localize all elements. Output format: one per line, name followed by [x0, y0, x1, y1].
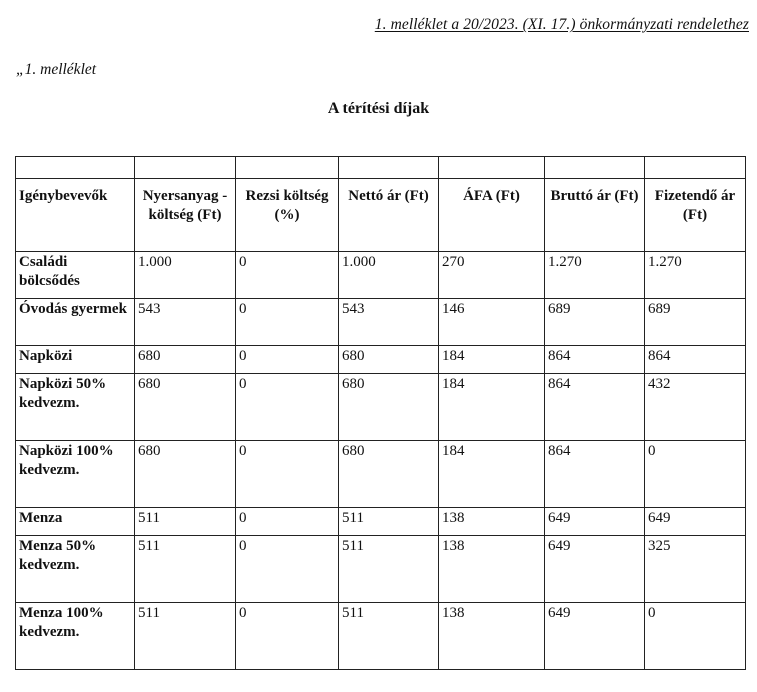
table-row: [16, 252, 746, 299]
table-cell: 689: [645, 299, 746, 346]
table-cell: 649: [545, 603, 645, 670]
table-cell: 138: [439, 603, 545, 670]
table-cell: 680: [339, 346, 439, 374]
row-label: Menza: [16, 508, 135, 536]
table-cell: 0: [236, 346, 339, 374]
table-cell: 0: [236, 441, 339, 508]
table-cell: 0: [236, 299, 339, 346]
row-label: Napközi 100% kedvezm.: [16, 441, 135, 508]
row-label: Családi bölcsődés: [16, 252, 135, 299]
table-header-row: [16, 179, 746, 252]
table-cell: 432: [645, 374, 746, 441]
table-cell: 146: [439, 299, 545, 346]
table-cell: 184: [439, 346, 545, 374]
table-cell: 0: [236, 252, 339, 299]
column-header: Igénybevevők: [16, 179, 135, 252]
table-row: [16, 536, 746, 603]
table-cell: 543: [339, 299, 439, 346]
table-cell: 680: [339, 374, 439, 441]
column-header: Bruttó ár (Ft): [545, 179, 645, 252]
table-cell: 138: [439, 536, 545, 603]
table-row: [16, 346, 746, 374]
table-row: [16, 374, 746, 441]
table-cell: 864: [545, 441, 645, 508]
table-spacer-row: [16, 157, 746, 179]
table-cell: 0: [236, 374, 339, 441]
row-label: Menza 50% kedvezm.: [16, 536, 135, 603]
table-cell: 649: [545, 536, 645, 603]
table-cell: 184: [439, 374, 545, 441]
table-cell: 680: [135, 441, 236, 508]
row-label: Óvodás gyermek: [16, 299, 135, 346]
table-cell: 864: [645, 346, 746, 374]
table-cell: 0: [236, 603, 339, 670]
column-header: ÁFA (Ft): [439, 179, 545, 252]
table-cell: 511: [339, 508, 439, 536]
table-cell: 689: [545, 299, 645, 346]
column-header: Fizetendő ár (Ft): [645, 179, 746, 252]
table-cell: 1.000: [135, 252, 236, 299]
document-reference: 1. melléklet a 20/2023. (XI. 17.) önkormányzati rendelethez: [374, 16, 749, 33]
table-cell: 0: [645, 441, 746, 508]
table-cell: 0: [236, 536, 339, 603]
table-cell: 649: [545, 508, 645, 536]
table-cell: 864: [545, 346, 645, 374]
row-label: Napközi: [16, 346, 135, 374]
table-cell: 511: [339, 536, 439, 603]
table-cell: 680: [135, 374, 236, 441]
column-header: Rezsi költség (%): [236, 179, 339, 252]
table-cell: 511: [135, 508, 236, 536]
table-cell: 864: [545, 374, 645, 441]
table-cell: 270: [439, 252, 545, 299]
table-row: [16, 508, 746, 536]
table-cell: 649: [645, 508, 746, 536]
table-cell: 1.270: [545, 252, 645, 299]
table-cell: 0: [645, 603, 746, 670]
table-cell: 1.270: [645, 252, 746, 299]
fees-table: [15, 156, 746, 670]
table-row: [16, 441, 746, 508]
table-cell: 0: [236, 508, 339, 536]
row-label: Napközi 50% kedvezm.: [16, 374, 135, 441]
table-cell: 325: [645, 536, 746, 603]
table-cell: 1.000: [339, 252, 439, 299]
table-row: [16, 299, 746, 346]
table-cell: 680: [339, 441, 439, 508]
table-cell: 543: [135, 299, 236, 346]
table-cell: 138: [439, 508, 545, 536]
table-cell: 680: [135, 346, 236, 374]
page-title: A térítési díjak: [327, 100, 430, 117]
annex-label: „1. melléklet: [16, 61, 97, 78]
table-cell: 511: [135, 536, 236, 603]
column-header: Nettó ár (Ft): [339, 179, 439, 252]
table-cell: 511: [339, 603, 439, 670]
table-row: [16, 603, 746, 670]
column-header: Nyersanyag -költség (Ft): [135, 179, 236, 252]
table-cell: 184: [439, 441, 545, 508]
table-cell: 511: [135, 603, 236, 670]
row-label: Menza 100% kedvezm.: [16, 603, 135, 670]
